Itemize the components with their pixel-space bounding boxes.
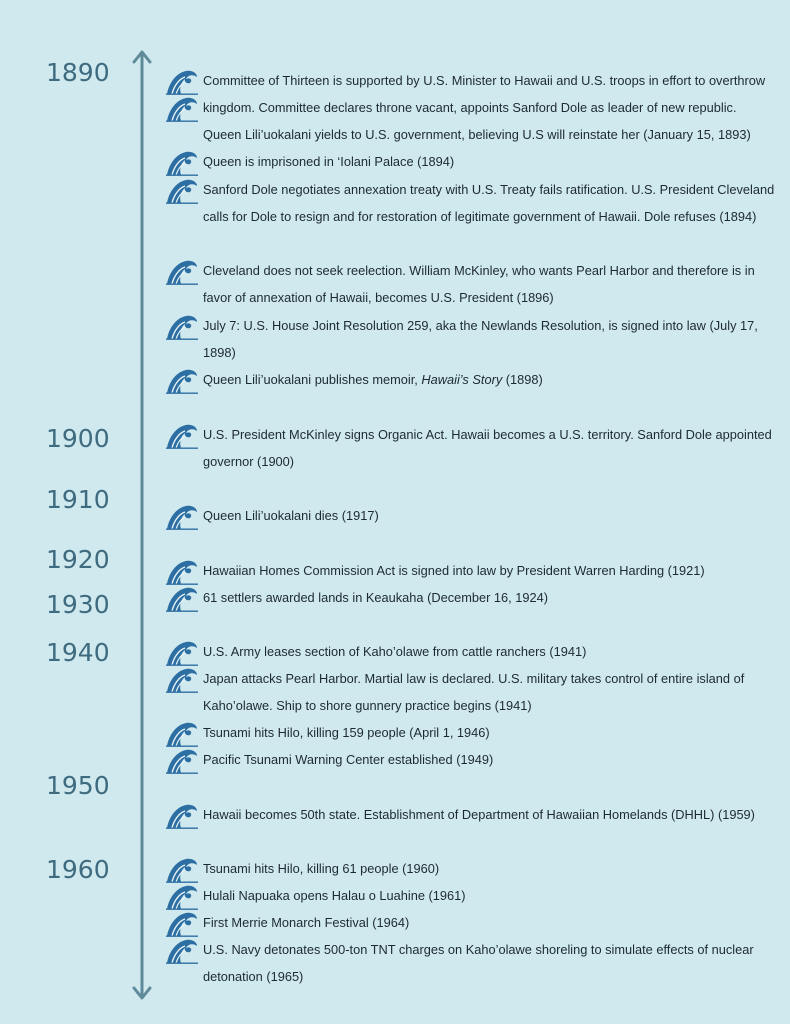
timeline-event [166,421,778,475]
timeline-event [166,855,778,882]
event-text: Hawaii becomes 50th state. Establishment of Department of Hawaiian Homelands (DHHL) (1959) [203,807,755,822]
wave-icon [166,257,198,285]
timeline-axis [130,48,154,1002]
year-label: 1890 [46,58,110,87]
timeline-event [166,936,778,990]
timeline-event [166,176,778,230]
event-text: Sanford Dole negotiates annexation treaty with U.S. Treaty fails ratification. U.S. President Cleveland calls for Dole to resign and for restoration of legitimate government of Hawaii. Dole refuses (1894) [203,182,775,224]
year-label: 1930 [46,590,110,619]
event-text: Queen Lili’uokalani dies (1917) [203,508,379,523]
timeline-event [166,801,778,828]
timeline-event [166,312,778,366]
year-label: 1910 [46,485,110,514]
timeline-event [166,665,778,719]
wave-icon [166,882,198,910]
year-label: 1950 [46,771,110,800]
wave-icon [166,148,198,176]
timeline-event [166,257,778,311]
event-text: First Merrie Monarch Festival (1964) [203,915,410,930]
timeline-event [166,638,778,665]
timeline-event [166,94,778,148]
event-text: Committee of Thirteen is supported by U.S. Minister to Hawaii and U.S. troops in effort to overthrow [203,73,766,88]
timeline-event [166,882,778,909]
wave-icon [166,584,198,612]
event-text: Queen is imprisoned in ‘Iolani Palace (1894) [203,154,455,169]
wave-icon [166,665,198,693]
event-text: Hulali Napuaka opens Halau o Luahine (1961) [203,888,466,903]
event-text: Tsunami hits Hilo, killing 159 people (April 1, 1946) [203,725,490,740]
timeline-event [166,502,778,529]
timeline-event [166,67,778,94]
wave-icon [166,638,198,666]
wave-icon [166,312,198,340]
event-text: Pacific Tsunami Warning Center established (1949) [203,752,494,767]
event-text: July 7: U.S. House Joint Resolution 259, aka the Newlands Resolution, is signed into law (July 17, 1898) [203,318,758,360]
event-text: 61 settlers awarded lands in Keaukaha (December 16, 1924) [203,590,549,605]
wave-icon [166,557,198,585]
timeline-event [166,148,778,175]
wave-icon [166,502,198,530]
wave-icon [166,936,198,964]
event-text: U.S. Navy detonates 500-ton TNT charges on Kaho’olawe shoreling to simulate effects of nuclear detonation (1965) [203,942,754,984]
wave-icon [166,67,198,95]
event-text: Japan attacks Pearl Harbor. Martial law is declared. U.S. military takes control of entire island of Kaho’olawe. Ship to shore gunnery practice begins (1941) [203,671,745,713]
timeline-event [166,584,778,611]
timeline-event [166,909,778,936]
wave-icon [166,366,198,394]
wave-icon [166,746,198,774]
event-text: Tsunami hits Hilo, killing 61 people (1960) [203,861,440,876]
book-title: Hawaii’s Story [421,372,503,387]
wave-icon [166,421,198,449]
year-label: 1960 [46,855,110,884]
event-text: Queen Lili’uokalani publishes memoir, Hawaii’s Story (1898) [203,372,543,387]
year-label: 1920 [46,545,110,574]
wave-icon [166,855,198,883]
timeline-event [166,557,778,584]
wave-icon [166,909,198,937]
timeline-event [166,746,778,773]
event-text: Hawaiian Homes Commission Act is signed into law by President Warren Harding (1921) [203,563,705,578]
wave-icon [166,719,198,747]
event-text: U.S. Army leases section of Kaho’olawe from cattle ranchers (1941) [203,644,587,659]
event-text: kingdom. Committee declares throne vacant, appoints Sanford Dole as leader of new republic. Queen Lili’uokalani yields to U.S. government, believing U.S will reinstate her (January 15, 1893) [203,100,751,142]
timeline-event [166,366,778,393]
wave-icon [166,801,198,829]
year-label: 1940 [46,638,110,667]
wave-icon [166,94,198,122]
timeline-event [166,719,778,746]
event-text: Cleveland does not seek reelection. William McKinley, who wants Pearl Harbor and therefore is in favor of annexation of Hawaii, becomes U.S. President (1896) [203,263,755,305]
year-label: 1900 [46,424,110,453]
wave-icon [166,176,198,204]
event-text: U.S. President McKinley signs Organic Act. Hawaii becomes a U.S. territory. Sanford Dole appointed governor (1900) [203,427,772,469]
